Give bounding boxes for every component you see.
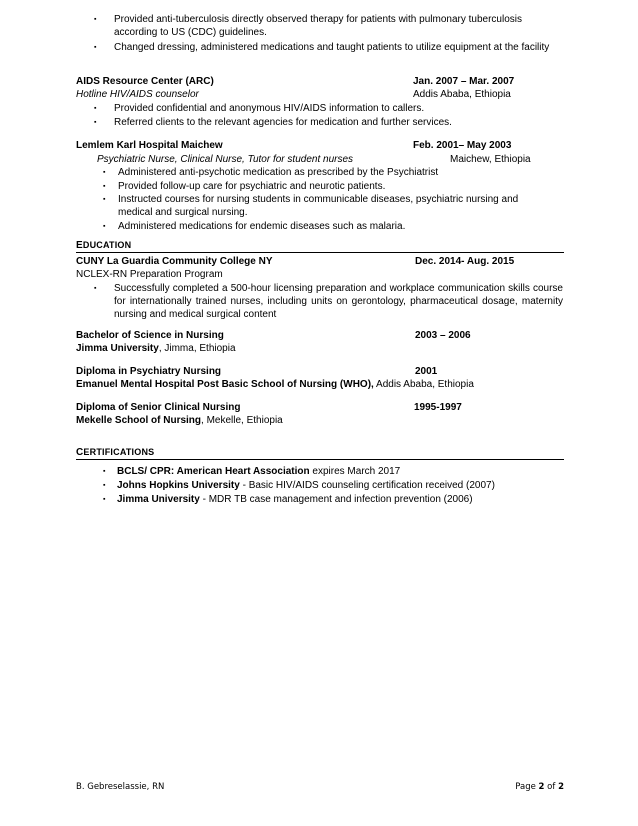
footer-author: B. Gebreselassie, RN	[76, 782, 165, 792]
cuny-bullet: Successfully completed a 500-hour licensing preparation and workplace communication skills course for internationally trained nurses, including units on gerontology, pharmaceutical dosage, maternity nursing and medical surgical content	[114, 283, 563, 320]
lemlem-job-title: Psychiatric Nurse, Clinical Nurse, Tutor for student nurses	[97, 154, 354, 165]
lemlem-bullet-3-line-1: Instructed courses for nursing students in communicable diseases, psychiatric nursing and	[118, 194, 519, 205]
lemlem-bullet-1: Administered anti-psychotic medication as prescribed by the Psychiatrist	[118, 167, 439, 178]
cuny-program: NCLEX-RN Preparation Program	[76, 269, 223, 280]
certifications-heading: CERTIFICATIONS	[76, 447, 155, 458]
bullet-marker: ▪	[103, 169, 106, 176]
diploma-psych-dates: 2001	[415, 366, 438, 377]
bullet-marker: ▪	[94, 105, 97, 112]
section-divider	[76, 459, 564, 460]
diploma-psych-degree: Diploma in Psychiatry Nursing	[76, 366, 222, 377]
bullet-marker: ▪	[103, 223, 106, 230]
lemlem-bullet-3-line-2: medical and surgical nursing.	[118, 207, 248, 218]
top-bullet-1-line-1: Provided anti-tuberculosis directly observed therapy for patients with pulmonary tuberculosis	[114, 14, 522, 25]
lemlem-location: Maichew, Ethiopia	[450, 154, 531, 165]
arc-dates: Jan. 2007 – Mar. 2007	[413, 76, 515, 87]
arc-organization: AIDS Resource Center (ARC)	[76, 76, 214, 87]
bullet-marker: ▪	[103, 196, 106, 203]
bsn-degree: Bachelor of Science in Nursing	[76, 330, 224, 341]
bullet-marker: ▪	[94, 285, 97, 292]
certification-item: Jimma University - MDR TB case management and infection prevention (2006)	[117, 494, 473, 505]
section-divider	[76, 252, 564, 253]
diploma-senior-degree: Diploma of Senior Clinical Nursing	[76, 402, 241, 413]
diploma-senior-dates: 1995-1997	[414, 402, 462, 413]
diploma-senior-school-line: Mekelle School of Nursing, Mekelle, Ethiopia	[76, 415, 283, 426]
certification-item: BCLS/ CPR: American Heart Association expires March 2017	[117, 466, 401, 477]
bullet-marker: ▪	[103, 482, 106, 489]
lemlem-dates: Feb. 2001– May 2003	[413, 140, 512, 151]
bullet-marker: ▪	[103, 468, 106, 475]
lemlem-bullet-4: Administered medications for endemic diseases such as malaria.	[118, 221, 406, 232]
bullet-marker: ▪	[94, 16, 97, 23]
arc-bullet-1: Provided confidential and anonymous HIV/AIDS information to callers.	[114, 103, 425, 114]
lemlem-organization: Lemlem Karl Hospital Maichew	[76, 140, 223, 151]
arc-bullet-2: Referred clients to the relevant agencies for medication and further services.	[114, 117, 452, 128]
bullet-marker: ▪	[103, 496, 106, 503]
arc-job-title: Hotline HIV/AIDS counselor	[76, 89, 199, 100]
bsn-school-line: Jimma University, Jimma, Ethiopia	[76, 343, 236, 354]
cuny-school: CUNY La Guardia Community College NY	[76, 256, 273, 267]
footer-page-number: Page 2 of 2	[515, 782, 564, 792]
bullet-marker: ▪	[94, 44, 97, 51]
bullet-marker: ▪	[94, 119, 97, 126]
top-bullet-2: Changed dressing, administered medications and taught patients to utilize equipment at the facility	[114, 42, 550, 53]
cuny-dates: Dec. 2014- Aug. 2015	[415, 256, 515, 267]
bullet-marker: ▪	[103, 183, 106, 190]
education-heading: EDUCATION	[76, 240, 132, 251]
lemlem-bullet-2: Provided follow-up care for psychiatric and neurotic patients.	[118, 181, 386, 192]
bsn-dates: 2003 – 2006	[415, 330, 471, 341]
diploma-psych-school-line: Emanuel Mental Hospital Post Basic School of Nursing (WHO), Addis Ababa, Ethiopia	[76, 379, 474, 390]
arc-location: Addis Ababa, Ethiopia	[413, 89, 511, 100]
certification-item: Johns Hopkins University - Basic HIV/AIDS counseling certification received (2007)	[117, 480, 495, 491]
top-bullet-1-line-2: according to US (CDC) guidelines.	[114, 27, 267, 38]
